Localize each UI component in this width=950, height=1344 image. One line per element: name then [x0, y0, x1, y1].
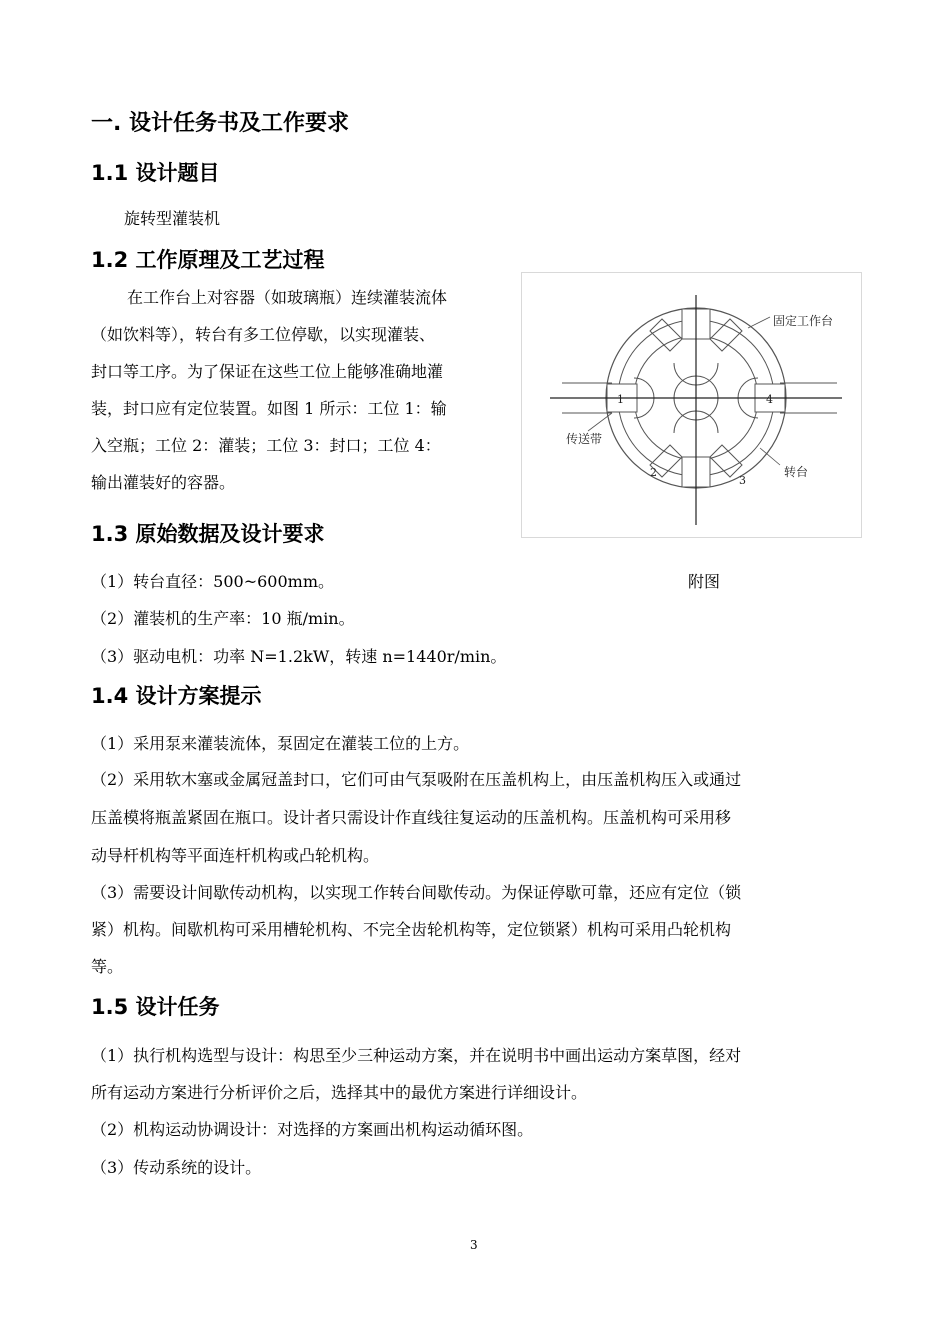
page-number: 3	[470, 1238, 478, 1252]
chapter-heading: 一. 设计任务书及工作要求	[91, 111, 350, 136]
task-item-1-line: （1）执行机构选型与设计：构思至少三种运动方案，并在说明书中画出运动方案草图，经对	[91, 1046, 742, 1065]
section-1-1-title: 1.1 设计题目	[91, 161, 220, 185]
hint-item-1: （1）采用泵来灌装流体，泵固定在灌装工位的上方。	[91, 734, 470, 753]
requirement-item: （2）灌装机的生产率：10 瓶/min。	[91, 609, 355, 628]
task-item-3: （3）传动系统的设计。	[91, 1158, 262, 1177]
hint-item-3-line: （3）需要设计间歇传动机构，以实现工作转台间歇传动。为保证停歇可靠，还应有定位（锁	[91, 883, 742, 902]
station-4-label: 4	[766, 393, 773, 406]
hint-item-2-line: （2）采用软木塞或金属冠盖封口，它们可由气泵吸附在压盖机构上，由压盖机构压入或通过	[91, 770, 742, 789]
section-1-3-title: 1.3 原始数据及设计要求	[91, 522, 325, 546]
station-1-label: 1	[617, 393, 624, 406]
section-1-2-paragraph	[91, 285, 511, 507]
paragraph-line: 在工作台上对容器（如玻璃瓶）连续灌装流体	[127, 288, 448, 307]
paragraph-line: （如饮料等），转台有多工位停歇，以实现灌装、	[91, 325, 436, 344]
section-1-5-title: 1.5 设计任务	[91, 995, 220, 1019]
paragraph-line: 装，封口应有定位装置。如图 1 所示：工位 1：输	[91, 399, 447, 418]
label-turntable: 转台	[784, 465, 809, 479]
paragraph-line: 入空瓶；工位 2：灌装；工位 3：封口；工位 4：	[91, 436, 441, 455]
station-2-label: 2	[650, 466, 657, 479]
requirement-item: （3）驱动电机：功率 N=1.2kW，转速 n=1440r/min。	[91, 647, 507, 666]
figure-caption: 附图	[688, 572, 721, 591]
turntable-diagram	[522, 273, 861, 537]
section-1-2-title: 1.2 工作原理及工艺过程	[91, 248, 325, 272]
turntable-figure	[521, 272, 862, 538]
hint-item-2-line: 压盖模将瓶盖紧固在瓶口。设计者只需设计作直线往复运动的压盖机构。压盖机构可采用移	[91, 808, 732, 827]
requirement-item: （1）转台直径：500~600mm。	[91, 572, 335, 591]
label-conveyor: 传送带	[566, 432, 603, 446]
section-1-4-title: 1.4 设计方案提示	[91, 684, 262, 708]
task-item-2: （2）机构运动协调设计：对选择的方案画出机构运动循环图。	[91, 1120, 534, 1139]
label-fixed-table: 固定工作台	[773, 314, 834, 328]
paragraph-line: 输出灌装好的容器。	[91, 473, 236, 492]
section-1-1-text: 旋转型灌装机	[124, 209, 221, 228]
station-3-label: 3	[739, 474, 746, 487]
paragraph-line: 封口等工序。为了保证在这些工位上能够准确地灌	[91, 362, 444, 381]
hint-item-3-line: 等。	[91, 957, 124, 976]
hint-item-2-line: 动导杆机构等平面连杆机构或凸轮机构。	[91, 846, 380, 865]
task-item-1-line: 所有运动方案进行分析评价之后，选择其中的最优方案进行详细设计。	[91, 1083, 588, 1102]
hint-item-3-line: 紧）机构。间歇机构可采用槽轮机构、不完全齿轮机构等，定位锁紧）机构可采用凸轮机构	[91, 920, 732, 939]
